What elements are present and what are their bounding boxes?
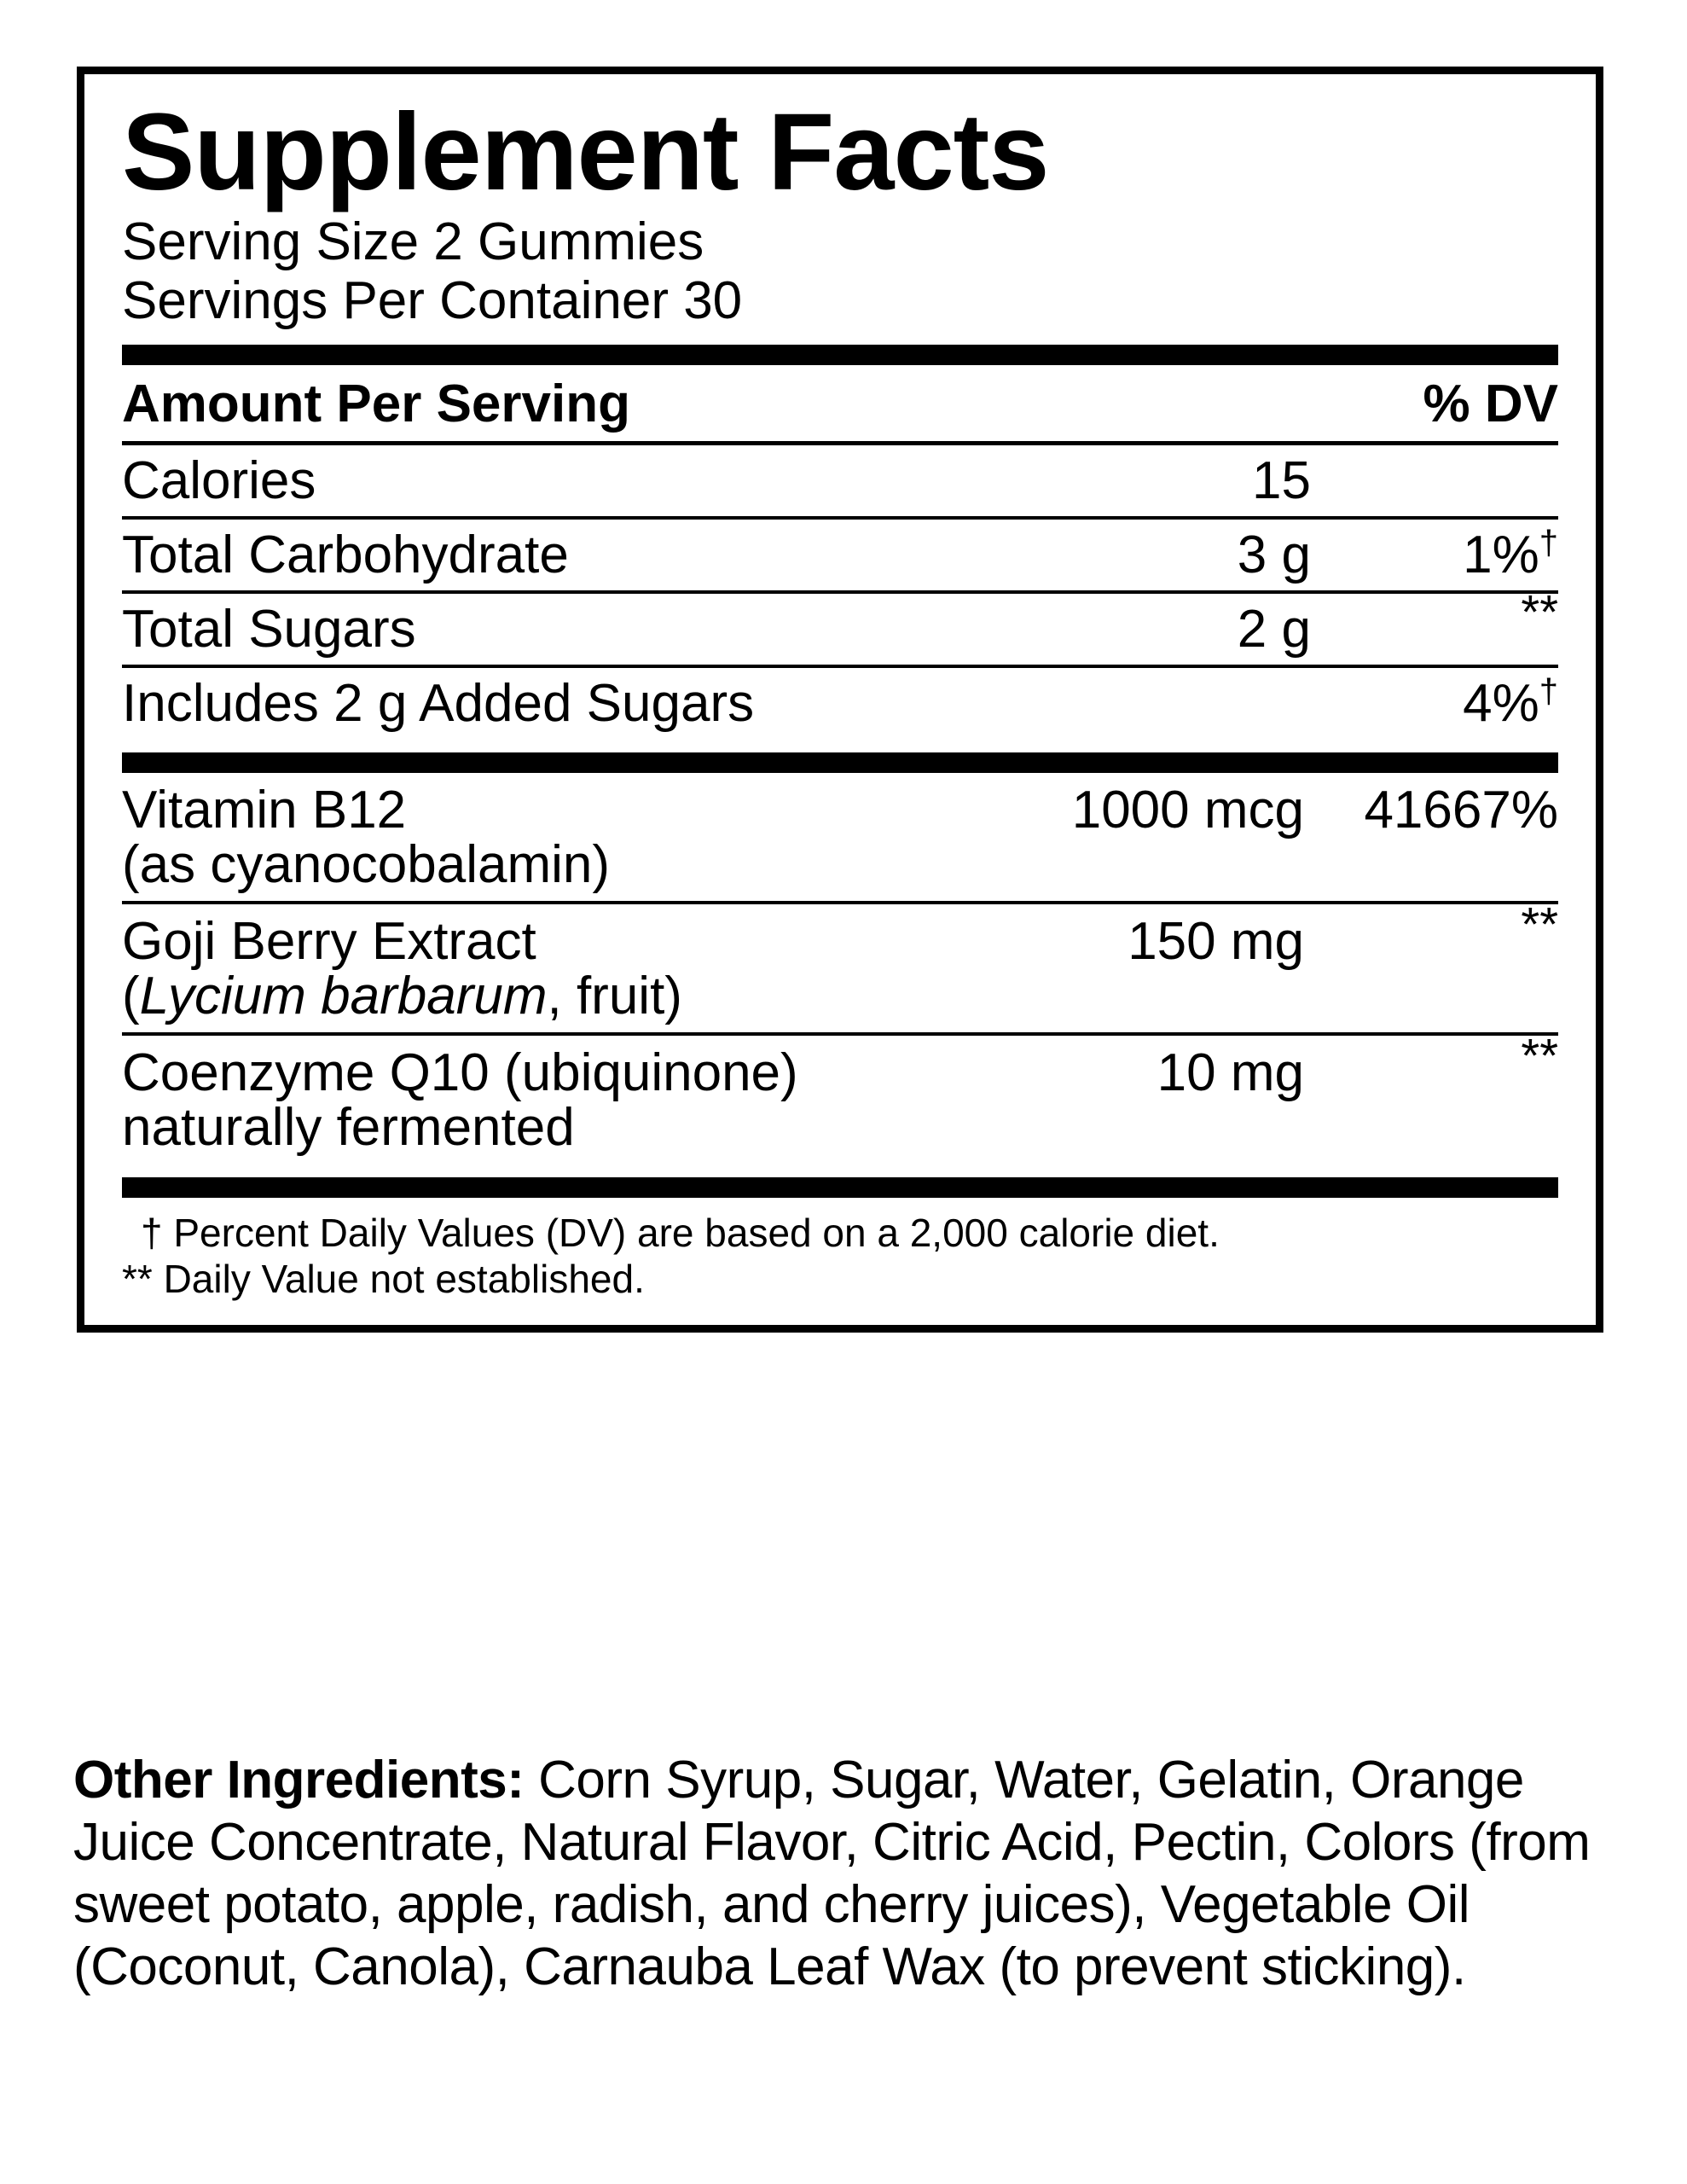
footnote-dagger: † Percent Daily Values (DV) are based on a 2,000 calorie diet. (141, 1211, 1220, 1256)
divider-thick-top (122, 345, 1558, 365)
dagger-mark: † (1539, 672, 1558, 711)
row-dv: 1%† (1311, 518, 1558, 592)
table-row-total-carbohydrate (122, 518, 1558, 592)
ingredient-dv: ** (1521, 897, 1558, 951)
table-header-row (122, 365, 1558, 441)
ingredient-amount: 150 mg (1128, 911, 1304, 971)
percent-dv-header: % DV (1423, 374, 1558, 433)
divider-thick-middle (122, 752, 1558, 773)
row-amount: 2 g (1055, 592, 1311, 666)
ingredient-amount: 10 mg (1157, 1043, 1304, 1103)
latin-binomial: Lycium barbarum (139, 966, 548, 1025)
ingredient-name: Coenzyme Q10 (ubiquinone) (122, 1043, 798, 1103)
table-row-total-sugars (122, 592, 1558, 666)
dagger-mark: † (1539, 524, 1558, 562)
table-row-calories (122, 445, 1558, 518)
table-row-added-sugars (122, 666, 1558, 739)
other-ingredients-text: Corn Syrup, Sugar, Water, Gelatin, Orange Juice Concentrate, Natural Flavor, Citric Acid, Pectin, Colors (from sweet potato, apple, radish, and cherry juices), Vegetable Oil (Coconut, Canola), Carnauba Leaf Wax (to prevent sticking). (73, 1751, 1591, 1997)
row-amount: 15 (1055, 445, 1311, 518)
row-label: Total Carbohydrate (122, 518, 1055, 592)
ingredient-name: Vitamin B12 (122, 780, 407, 839)
ingredient-name: Goji Berry Extract (122, 911, 536, 971)
row-amount: 3 g (1055, 518, 1311, 592)
other-ingredients-label: Other Ingredients: (73, 1751, 525, 1809)
row-dv (1311, 445, 1558, 518)
supplement-facts-panel (77, 67, 1603, 1333)
row-dv: 4%† (1463, 672, 1558, 733)
divider-thick-bottom (122, 1177, 1558, 1198)
other-ingredients (73, 1749, 1617, 1999)
row-label: Includes 2 g Added Sugars (122, 673, 755, 733)
row-label: Total Sugars (122, 592, 1055, 666)
ingredient-source: (as cyanocobalamin) (122, 834, 611, 894)
footnote-stars: ** Daily Value not established. (122, 1257, 645, 1302)
ingredient-source: (Lycium barbarum, fruit) (122, 966, 682, 1025)
row-dv: ** (1311, 592, 1558, 666)
row-amount (1055, 666, 1311, 739)
ingredient-dv: 41667% (1364, 780, 1558, 839)
serving-size: Serving Size 2 Gummies (122, 212, 704, 271)
amount-per-serving-header: Amount Per Serving (122, 374, 630, 433)
ingredient-row-goji-berry-extract (122, 897, 1558, 1036)
row-label: Calories (122, 445, 1055, 518)
footnotes (122, 1210, 1558, 1303)
panel-title: Supplement Facts (122, 91, 1049, 213)
nutrition-rows-table (122, 445, 1558, 739)
ingredient-dv: ** (1521, 1028, 1558, 1083)
ingredient-source: naturally fermented (122, 1098, 575, 1158)
ingredient-row-coenzyme-q10 (122, 1028, 1558, 1164)
servings-per-container: Servings Per Container 30 (122, 271, 743, 331)
ingredient-amount: 1000 mcg (1071, 780, 1304, 839)
ingredient-row-vitamin-b12 (122, 773, 1558, 904)
